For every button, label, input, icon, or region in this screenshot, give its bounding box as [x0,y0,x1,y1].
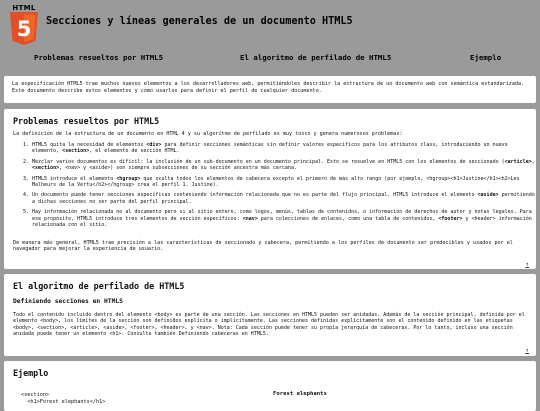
back-to-top-arrow-icon[interactable]: ↑ [525,261,529,268]
html5-shield-icon [9,12,39,46]
list-item: 2. Mezclar varios documentos es difícil: la inclusión de un sub-documento en un documento principal. Esto se resuelve en HTML5 con los elementos de seccionado (<article>, <section>, <nav> y <aside>) son siempre subsecciones de su sección ancestra más cercana. [32,159,537,172]
code-example: <section> <h1>Forest elephants</h1> [21,392,106,405]
section-heading: El algoritmo de perfilado de HTML5 [13,281,185,291]
list-item: 3. HTML5 introduce el elemento <hgroup> que oculta todos los elementos de cabecera excepto el primero de más alto rango (por ejemplo, <hgroup><h1>Justine</h1><h2>Les Malheurs de la Vertu</h2></hgroup> crea el perfil 1. Justine). [32,176,537,189]
list-item: 4. Un documento puede tener secciones específicas conteniendo información relacionada que no es parte del flujo principal. HTML5 introduce el elemento <aside> permitiendo a dichas secciones no ser parte del perfil principal. [32,192,537,205]
page-header [0,0,540,47]
svg-text:5: 5 [16,17,32,41]
section-closing-text: De manera más general, HTML5 trae precisión a las características de seccionado y cabecera, permitiendo a los perfiles de documento ser predecibles y usados por el navegador para mejorar la experiencia de usuario. [13,240,513,253]
top-navigation [0,47,540,65]
logo-text: HTML [12,4,36,12]
section-heading: Ejemplo [13,368,49,378]
back-to-top-arrow-icon[interactable]: ↑ [525,347,529,354]
html5-logo-icon [9,4,39,46]
rendered-example-title: Forest elephants [273,391,327,397]
page-title: Secciones y líneas generales de un documento HTML5 [46,16,353,27]
section-lead-text: La definición de la estructura de un documento en HTML 4 y su algoritmo de perfilado es muy tosco y genera numerosos problemas: [13,131,403,137]
nav-link-ejemplo[interactable]: Ejemplo [470,53,502,62]
section-heading: Problemas resueltos por HTML5 [13,116,160,126]
nav-link-problemas[interactable]: Problemas resueltos por HTML5 [34,53,164,62]
nav-link-algoritmo[interactable]: El algoritmo de perfilado de HTML5 [240,53,392,62]
section-ejemplo [4,361,536,411]
intro-text: La especificación HTML5 trae muchos nuevos elementos a los desarrolladores web, permitiéndoles describir la estructura de un documento web con semántica estandarizada. Este documento describe estos elementos y cómo usarlos para definir el perfil de cualquier documento. [12,81,525,94]
section-problemas [4,109,536,269]
problems-list [22,142,537,232]
intro-card [4,76,536,103]
section-subheading: Definiendo secciones en HTML5 [13,298,123,305]
list-item: 5. Hay información relacionada no al documento pero si al sitio entero, como logos, menús, tablas de contenidos, o información de derechos de autor y notas legales. Para ese propósito, HTML5 introduce tres elementos de sección específicos: <nav> para colecciones de enlaces, como una tabla de contenidos, <footer> y <header> información relacionada con el sitio. [32,209,537,228]
list-item: 1. HTML5 quita la necesidad de elementos <div> para definir secciones semánticas sin definir valores específicos para los atributos class, introduciendo un nuevo elemento, <section>, el elemento de sección HTML. [32,142,537,155]
section-body-text: Todo el contenido incluido dentro del elemento <body> es parte de una sección. Las secciones en HTML5 pueden ser anidadas. Además de la sección principal, definida por el elemento <body>, los límites de la sección son definidos explícita o implícitamente. Las secciones definidas explícitamente son el contenido definido en las etiquetas <body>, <section>, <article>, <aside>, <footer>, <header>, y <nav>. Nota: Cada sección puede tener su propia jerarquía de cabeceras. Por lo tanto, incluso una sección anidada puede tener un elemento <h1>. Consulte también Definiendo cabeceras en HTML5. [13,312,525,337]
section-algoritmo [4,274,536,356]
